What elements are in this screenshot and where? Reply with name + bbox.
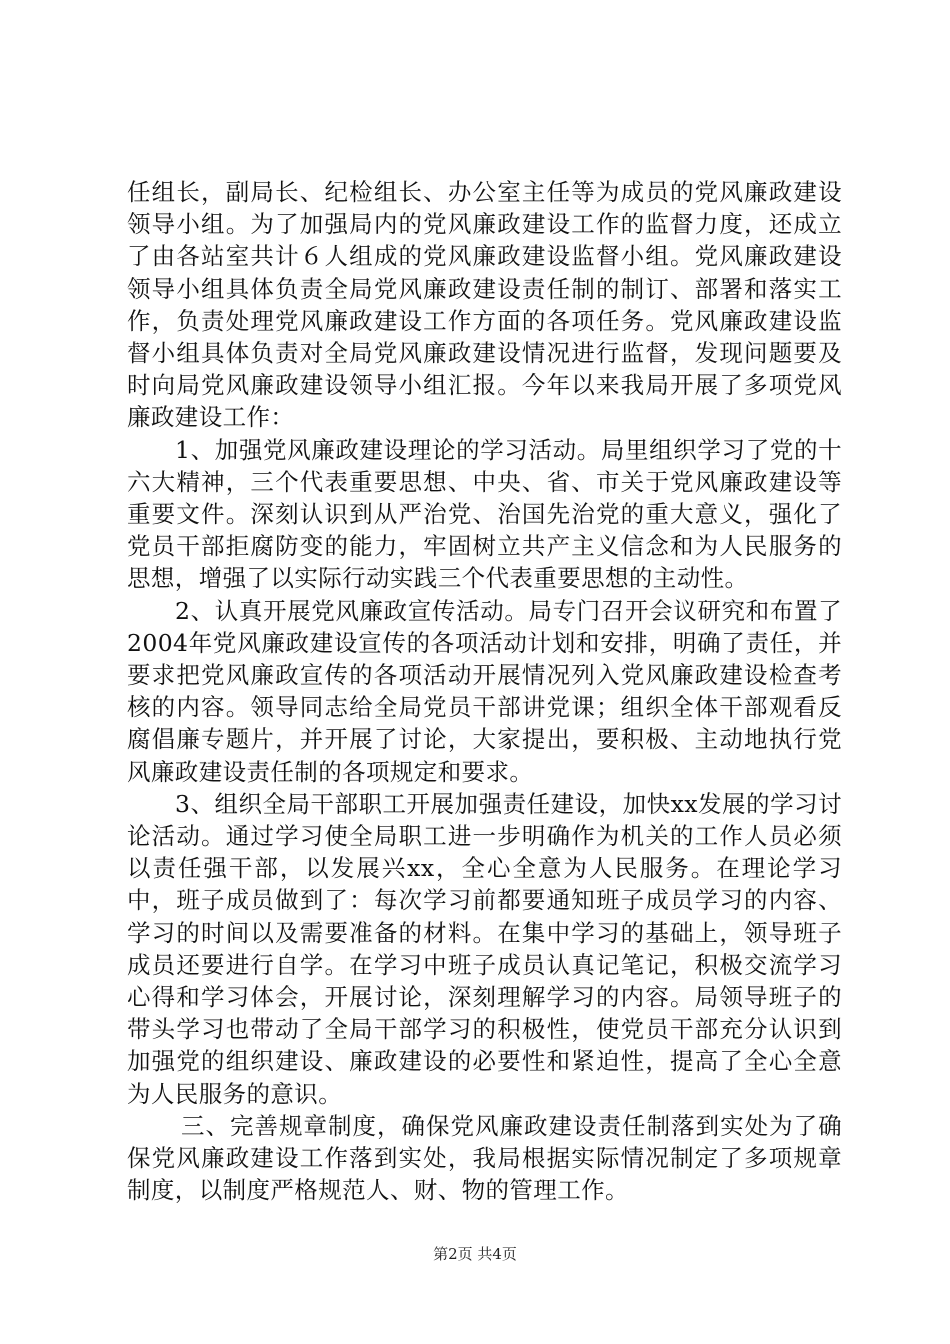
document-body (127, 176, 842, 1207)
paragraph-leadership-group: 任组长，副局长、纪检组长、办公室主任等为成员的党风廉政建设领导小组。为了加强局内的党风廉政建设工作的监督力度，还成立了由各站室共计６人组成的党风廉政建设监督小组。党风廉政建设领导小组具体负责全局党风廉政建设责任制的制订、部署和落实工作，负责处理党风廉政建设工作方面的各项任务。党风廉政建设监督小组具体负责对全局党风廉政建设情况进行监督，发现问题要及时向局党风廉政建设领导小组汇报。今年以来我局开展了多项党风廉政建设工作： (127, 178, 842, 432)
paragraph-publicity-activities: 2、认真开展党风廉政宣传活动。局专门召开会议研究和布置了2004年党风廉政建设宣传的各项活动计划和安排，明确了责任，并要求把党风廉政宣传的各项活动开展情况列入党风廉政建设检查考核的内容。领导同志给全局党员干部讲党课；组织全体干部观看反腐倡廉专题片，并开展了讨论，大家提出，要积极、主动地执行党风廉政建设责任制的各项规定和要求。 (127, 596, 842, 786)
paragraph-theory-study: 1、加强党风廉政建设理论的学习活动。局里组织学习了党的十六大精神，三个代表重要思想、中央、省、市关于党风廉政建设等重要文件。深刻认识到从严治党、治国先治党的重大意义，强化了党员干部拒腐防变的能力，牢固树立共产主义信念和为人民服务的思想，增强了以实际行动实践三个代表重要思想的主动性。 (127, 435, 842, 593)
page-number-footer: 第2页 共4页 (433, 1245, 517, 1263)
paragraph-responsibility-study: 3、组织全局干部职工开展加强责任建设，加快xx发展的学习讨论活动。通过学习使全局职工进一步明确作为机关的工作人员必须以责任强干部，以发展兴xx，全心全意为人民服务。在理论学习中，班子成员做到了：每次学习前都要通知班子成员学习的内容、学习的时间以及需要准备的材料。在集中学习的基础上，领导班子成员还要进行自学。在学习中班子成员认真记笔记，积极交流学习心得和学习体会，开展讨论，深刻理解学习的内容。局领导班子的带头学习也带动了全局干部学习的积极性，使党员干部充分认识到加强党的组织建设、廉政建设的必要性和紧迫性，提高了全心全意为人民服务的意识。 (127, 789, 842, 1108)
paragraph-rules-system: 三、完善规章制度，确保党风廉政建设责任制落到实处为了确保党风廉政建设工作落到实处，我局根据实际情况制定了多项规章制度，以制度严格规范人、财、物的管理工作。 (127, 1111, 842, 1205)
